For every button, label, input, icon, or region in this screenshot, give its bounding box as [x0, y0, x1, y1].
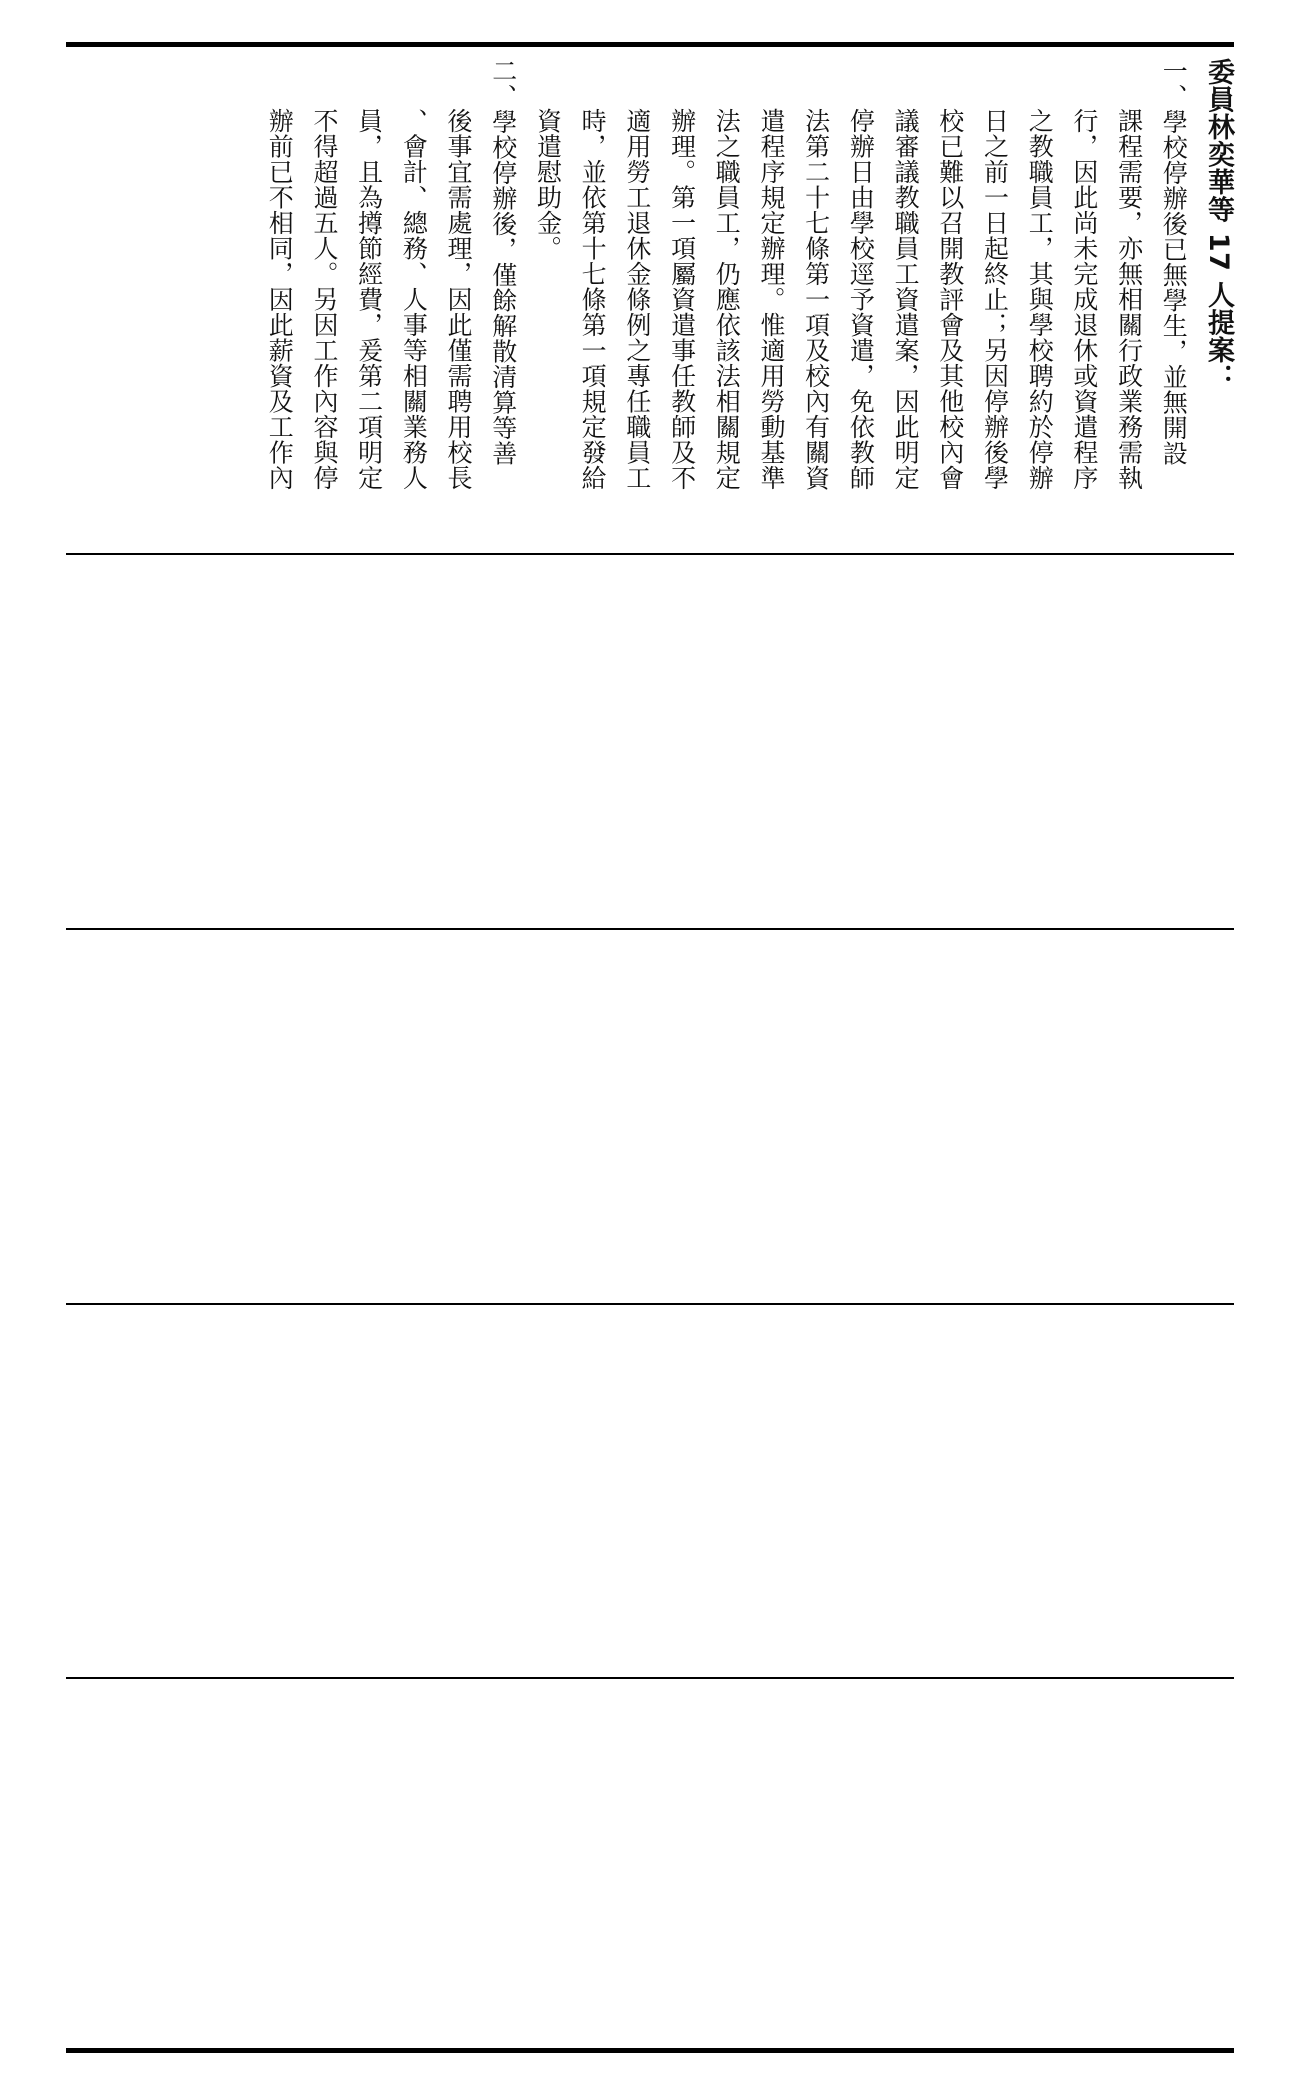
item1-line: 適用勞工退休金條例之專任職員工	[622, 108, 652, 491]
item1-line: 校已難以召開教評會及其他校內會	[935, 108, 965, 491]
top-thick-rule	[66, 42, 1234, 47]
item1-line: 法之職員工，仍應依該法相關規定	[712, 108, 742, 491]
item1-line: 遣程序規定辦理。惟適用勞動基準	[756, 108, 786, 491]
item1-line: 資遣慰助金。	[533, 108, 563, 261]
item1-line: 時，並依第十七條第一項規定發給	[578, 108, 608, 491]
proposal-text-block	[257, 58, 1240, 548]
bottom-thick-rule	[66, 2048, 1234, 2053]
item2-line: 後事宜需處理，因此僅需聘用校長	[444, 108, 474, 491]
item1-line: 停辦日由學校逕予資遣，免依教師	[846, 108, 876, 491]
item2-line: 員，且為撙節經費，爰第二項明定	[354, 108, 384, 491]
section-divider	[66, 928, 1234, 930]
section-divider	[66, 1677, 1234, 1679]
section-divider	[66, 553, 1234, 555]
section-divider	[66, 1303, 1234, 1305]
item2-line: 、會計、總務、人事等相關業務人	[399, 108, 429, 491]
item1-line: 日之前一日起終止；另因停辦後學	[980, 108, 1010, 491]
item2-line: 二、學校停辦後，僅餘解散清算等善	[488, 58, 518, 466]
item2-line: 不得超過五人。另因工作內容與停	[309, 108, 339, 491]
proposal-heading: 委員林奕華等 17 人提案：	[1203, 58, 1234, 392]
item1-line: 法第二十七條第一項及校內有關資	[801, 108, 831, 491]
item1-line: 行，因此尚未完成退休或資遣程序	[1069, 108, 1099, 491]
item1-line: 一、學校停辦後已無學生，並無開設	[1159, 58, 1189, 466]
item2-line: 辦前已不相同，因此薪資及工作內	[265, 108, 295, 491]
item1-line: 議審議教職員工資遣案，因此明定	[891, 108, 921, 491]
item1-line: 辦理。第一項屬資遣事任教師及不	[667, 108, 697, 491]
item1-line: 之教職員工，其與學校聘約於停辦	[1025, 108, 1055, 491]
item1-line: 課程需要，亦無相關行政業務需執	[1114, 108, 1144, 491]
